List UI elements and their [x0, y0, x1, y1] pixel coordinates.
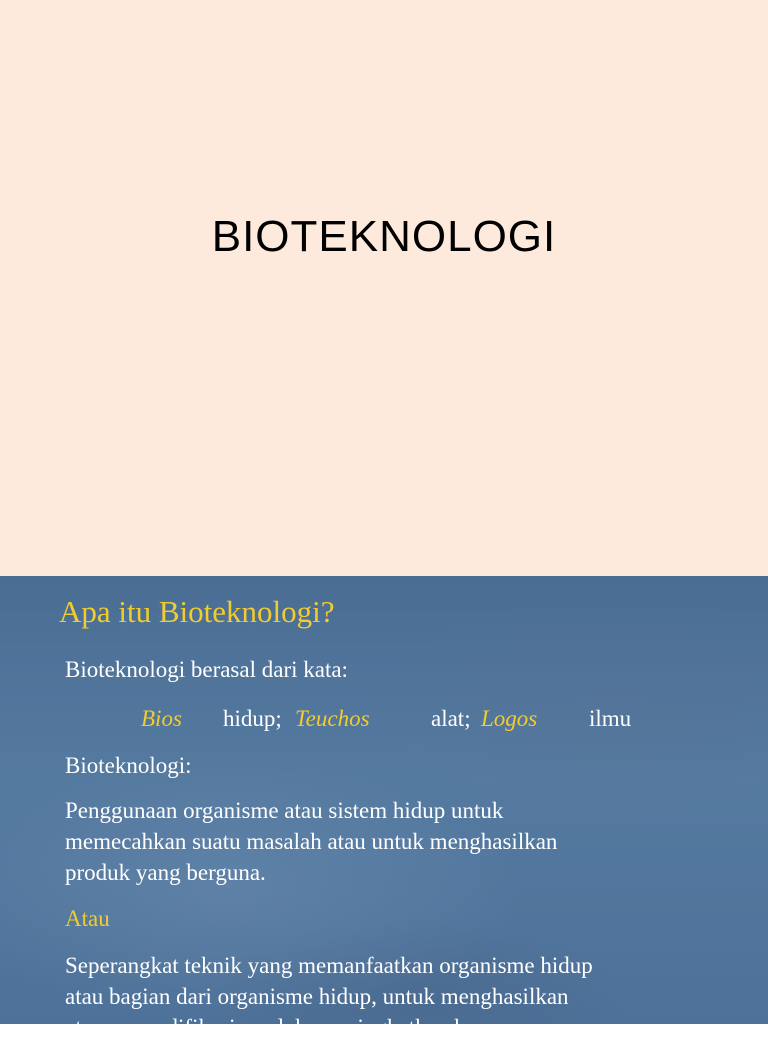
alt-definition-line: atau bagian dari organisme hidup, untuk menghasilkan	[65, 984, 569, 1009]
alt-definition-line: atau memodifikasi produk, meningkatkan kemampuan	[65, 1015, 567, 1040]
content-slide-heading: Apa itu Bioteknologi?	[59, 594, 335, 629]
term-bios: Bios	[141, 706, 182, 731]
definition-line: memecahkan suatu masalah atau untuk menghasilkan	[65, 829, 558, 854]
definition-paragraph	[65, 795, 557, 888]
alt-definition-line: Seperangkat teknik yang memanfaatkan organisme hidup	[65, 953, 593, 978]
term-teuchos: Teuchos	[295, 706, 370, 731]
alt-definition-paragraph	[65, 950, 593, 1043]
definition-line: produk yang berguna.	[65, 860, 266, 885]
meaning-teuchos: alat;	[431, 706, 471, 731]
or-label: Atau	[65, 906, 110, 931]
etymology-row	[0, 703, 768, 734]
content-slide	[0, 576, 768, 1040]
intro-text: Bioteknologi berasal dari kata:	[65, 657, 348, 682]
term-logos: Logos	[481, 706, 538, 731]
definition-line: Penggunaan organisme atau sistem hidup untuk	[65, 798, 504, 823]
meaning-bios: hidup;	[223, 706, 282, 731]
meaning-logos: ilmu	[589, 706, 632, 731]
title-slide-heading: BIOTEKNOLOGI	[211, 212, 557, 261]
definition-label: Bioteknologi:	[65, 753, 192, 778]
